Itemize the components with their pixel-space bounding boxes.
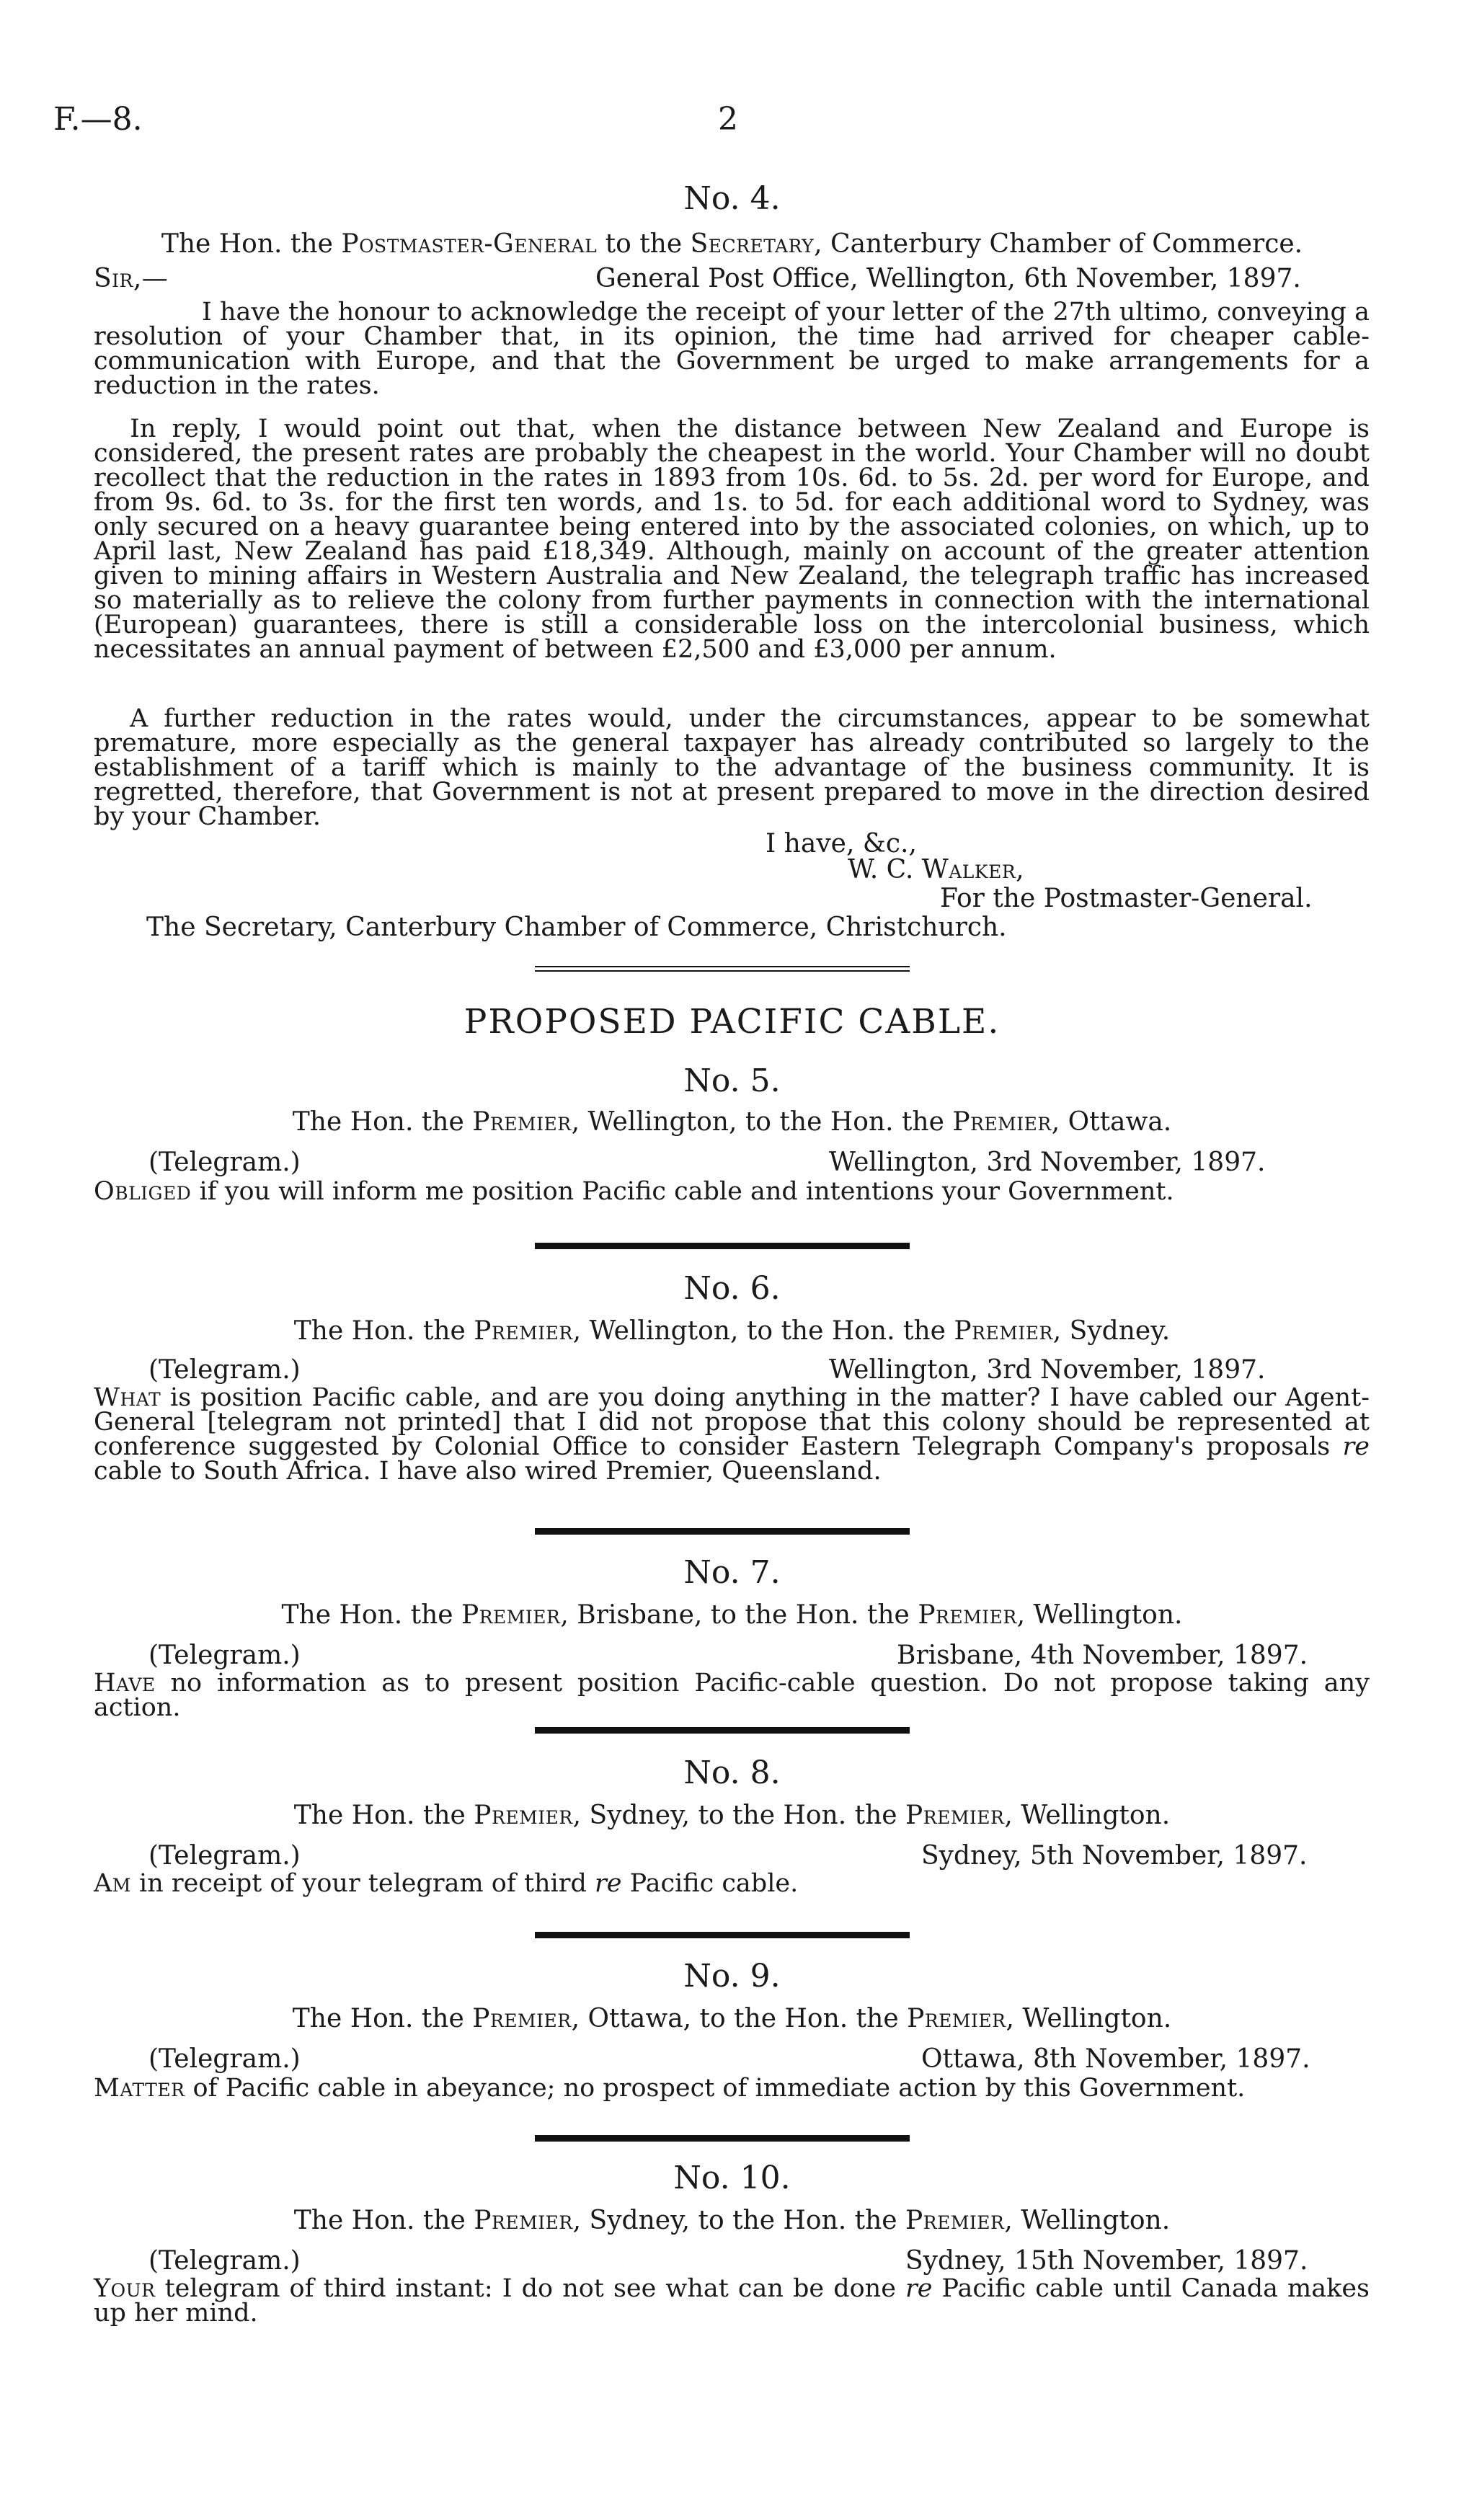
telegram-kind: (Telegram.) [148,2044,301,2074]
telegram-number: No. 5. [683,1062,781,1099]
telegram-body: Matter of Pacific cable in abeyance; no prospect of immediate action by this Government. [94,2074,1246,2103]
telegram-address: The Hon. the Premier, Wellington, to the Hon. the Premier, Ottawa. [292,1107,1172,1137]
telegram-kind: (Telegram.) [148,1148,301,1177]
telegram-body: Am in receipt of your telegram of third re Pacific cable. [94,1869,799,1898]
telegram-kind: (Telegram.) [148,1641,301,1670]
telegram-number: No. 10. [673,2160,791,2196]
telegram-body: Your telegram of third instant: I do not see what can be done re Pacific cable until Canada makes up her mind. [94,2274,1370,2328]
telegram-address: The Hon. the Premier, Sydney, to the Hon. the Premier, Wellington. [293,1801,1171,1830]
telegram-number: No. 9. [683,1958,781,1995]
telegram-place-date: Sydney, 5th November, 1897. [921,1841,1308,1871]
letter-paragraph-3: A further reduction in the rates would, under the circumstances, appear to be somewhat premature, more especially as the general taxpayer has already contributed so largely to the establishment of a tariff which is mainly to the advantage of the business community. It is regretted, therefore, that Government is not at present prepared to move in the direction desired by your Chamber. [94,704,1370,831]
telegram-number: No. 6. [683,1270,781,1307]
letter-paragraph-2: In reply, I would point out that, when the distance between New Zealand and Europe is considered, the present rates are probably the cheapest in the world. Your Chamber will no doubt recollect that the reduction in the rates in 1893 from 10s. 6d. to 5s. 2d. per word for Europe, and from 9s. 6d. to 3s. for the first ten words, and 1s. to 5d. for each additional word to Sydney, was only secured on a heavy guarantee being entered into by the associated colonies, on which, up to April last, New Zealand has paid £18,349. Although, mainly on account of the greater attention given to mining affairs in Western Australia and New Zealand, the telegraph traffic has increased so materially as to relieve the colony from further payments in connection with the international (European) guarantees, there is still a considerable loss on the intercolonial business, which necessitates an annual payment of between £2,500 and £3,000 per annum. [94,414,1370,664]
telegram-kind: (Telegram.) [148,1841,301,1871]
divider [535,1932,910,1938]
telegram-kind: (Telegram.) [148,2246,301,2276]
telegram-kind: (Telegram.) [148,1355,301,1385]
section-title: PROPOSED PACIFIC CABLE. [463,1002,1001,1042]
telegram-place-date: Brisbane, 4th November, 1897. [897,1641,1308,1670]
letter-signer-role: For the Postmaster-General. [940,884,1313,913]
section-divider [535,966,910,972]
divider [535,1243,910,1249]
letter-address: The Hon. the Postmaster-General to the Secretary, Canterbury Chamber of Commerce. [161,229,1303,259]
telegram-address: The Hon. the Premier, Sydney, to the Hon. the Premier, Wellington. [293,2206,1171,2235]
page-number: 2 [718,101,738,138]
telegram-place-date: Wellington, 3rd November, 1897. [829,1355,1266,1385]
letter-signer: W. C. Walker, [848,855,1024,884]
telegram-address: The Hon. the Premier, Wellington, to the Hon. the Premier, Sydney. [293,1316,1171,1346]
divider [535,2135,910,2142]
telegram-address: The Hon. the Premier, Ottawa, to the Hon. the Premier, Wellington. [292,2004,1172,2033]
letter-closing: I have, &c., [766,829,917,859]
divider [535,1727,910,1734]
telegram-place-date: Sydney, 15th November, 1897. [905,2246,1308,2276]
telegram-address: The Hon. the Premier, Brisbane, to the Hon. the Premier, Wellington. [281,1600,1183,1630]
telegram-place-date: Ottawa, 8th November, 1897. [921,2044,1310,2074]
salutation: Sir,— [94,264,169,293]
telegram-number: No. 7. [683,1554,781,1591]
telegram-body: Obliged if you will inform me position Pacific cable and intentions your Government. [94,1177,1174,1206]
letter-place-date: General Post Office, Wellington, 6th November, 1897. [595,264,1301,293]
letter-paragraph-1: I have the honour to acknowledge the receipt of your letter of the 27th ultimo, conveying a resolution of your Chamber that, in its opinion, the time had arrived for cheaper cable-communication with Europe, and that the Government be urged to make arrangements for a reduction in the rates. [94,298,1370,400]
letter-addressee: The Secretary, Canterbury Chamber of Commerce, Christchurch. [146,913,1007,942]
letter-number: No. 4. [683,180,781,217]
page-reference: F.—8. [53,101,143,138]
telegram-number: No. 8. [683,1754,781,1791]
divider [535,1528,910,1535]
telegram-body: Have no information as to present position Pacific-cable question. Do not propose taking any action. [94,1669,1370,1722]
telegram-body: What is position Pacific cable, and are you doing anything in the matter? I have cabled our Agent-General [telegram not printed] that I did not propose that this colony should be represented at conference suggested by Colonial Office to consider Eastern Telegraph Company's proposals re cable to South Africa. I have also wired Premier, Queensland. [94,1383,1370,1486]
telegram-place-date: Wellington, 3rd November, 1897. [829,1148,1266,1177]
